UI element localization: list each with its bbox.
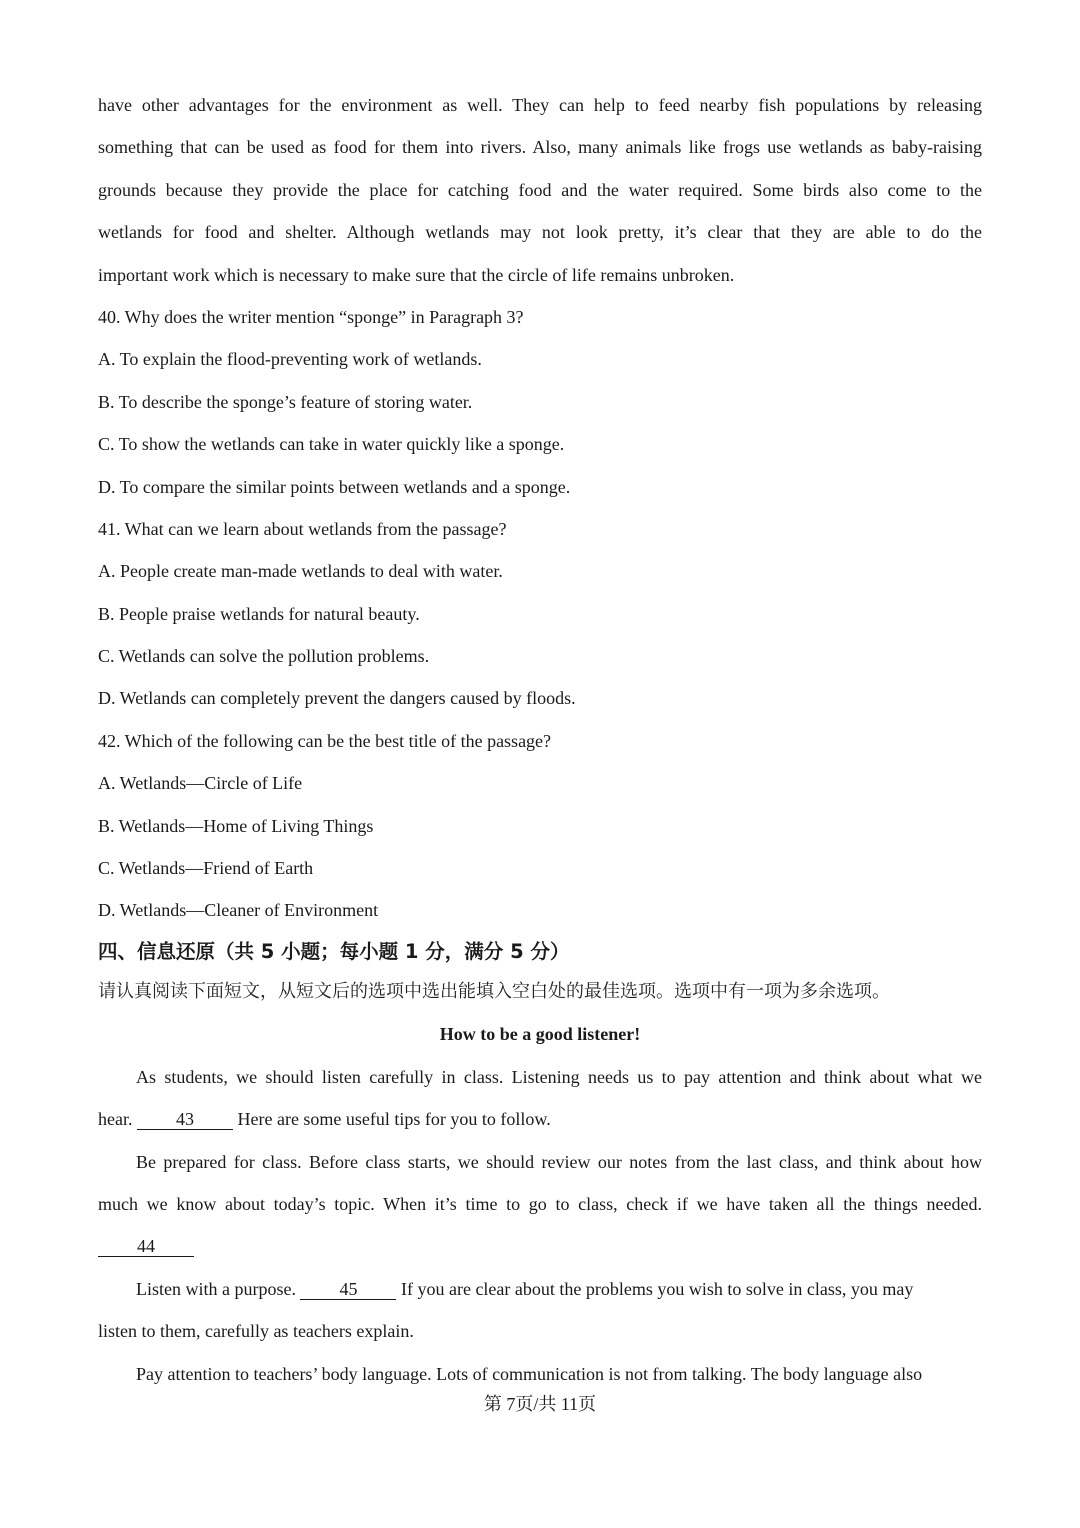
paragraph-2-line: Be prepared for class. Before class starts, we should review our notes from the last class, and think about how bbox=[136, 1151, 982, 1172]
question-41-option-a: A. People create man-made wetlands to deal with water. bbox=[98, 561, 503, 582]
question-42-stem: 42. Which of the following can be the best title of the passage? bbox=[98, 730, 552, 751]
paragraph-1-line: As students, we should listen carefully in class. Listening needs us to pay attention and think about what we bbox=[136, 1066, 982, 1087]
paragraph-text: hear. bbox=[98, 1109, 133, 1130]
question-40-option-a: A. To explain the flood-preventing work of wetlands. bbox=[98, 349, 482, 370]
paragraph-text: Listen with a purpose. bbox=[136, 1278, 296, 1299]
question-42-option-d: D. Wetlands—Cleaner of Environment bbox=[98, 900, 379, 921]
section-4-heading: 四、信息还原（共 5 小题；每小题 1 分，满分 5 分） bbox=[98, 939, 570, 963]
question-41-option-c: C. Wetlands can solve the pollution problems. bbox=[98, 646, 430, 667]
paragraph-4-line: Pay attention to teachers’ body language. Lots of communication is not from talking. The body language also bbox=[136, 1363, 923, 1384]
paragraph-text: Here are some useful tips for you to follow. bbox=[237, 1109, 551, 1130]
paragraph-text: If you are clear about the problems you wish to solve in class, you may bbox=[400, 1278, 914, 1299]
section-4-instruction: 请认真阅读下面短文，从短文后的选项中选出能填入空白处的最佳选项。选项中有一项为多余选项。 bbox=[98, 980, 890, 1002]
exam-page bbox=[98, 84, 982, 1395]
question-40-stem: 40. Why does the writer mention “sponge” in Paragraph 3? bbox=[98, 306, 524, 327]
question-40-option-c: C. To show the wetlands can take in water quickly like a sponge. bbox=[98, 434, 565, 455]
blank-45[interactable]: 45 bbox=[300, 1279, 396, 1300]
passage-line: something that can be used as food for them into rivers. Also, many animals like frogs use wetlands as baby-raising bbox=[98, 137, 982, 158]
page-number: 第 7页/共 11页 bbox=[483, 1394, 597, 1414]
question-42-option-c: C. Wetlands—Friend of Earth bbox=[98, 858, 314, 879]
question-41-option-d: D. Wetlands can completely prevent the dangers caused by floods. bbox=[98, 688, 576, 709]
question-42-option-a: A. Wetlands—Circle of Life bbox=[98, 773, 303, 794]
paragraph-2-line bbox=[98, 1225, 982, 1267]
question-41-stem: 41. What can we learn about wetlands from the passage? bbox=[98, 518, 507, 539]
blank-43[interactable]: 43 bbox=[137, 1109, 233, 1130]
paragraph-2-line: much we know about today’s topic. When it’s time to go to class, check if we have taken all the things needed. bbox=[98, 1193, 982, 1214]
passage-line: grounds because they provide the place for catching food and the water required. Some birds also come to the bbox=[98, 179, 982, 200]
passage-line: wetlands for food and shelter. Although wetlands may not look pretty, it’s clear that they are able to do the bbox=[98, 222, 982, 243]
passage-title: How to be a good listener! bbox=[439, 1023, 641, 1044]
passage-line: have other advantages for the environment as well. They can help to feed nearby fish populations by releasing bbox=[98, 95, 982, 115]
question-41-option-b: B. People praise wetlands for natural beauty. bbox=[98, 603, 420, 624]
question-42-option-b: B. Wetlands—Home of Living Things bbox=[98, 815, 374, 836]
question-40-option-d: D. To compare the similar points between wetlands and a sponge. bbox=[98, 476, 571, 497]
paragraph-3-line bbox=[98, 1268, 982, 1310]
passage-line: important work which is necessary to make sure that the circle of life remains unbroken. bbox=[98, 264, 735, 285]
blank-44[interactable]: 44 bbox=[98, 1236, 194, 1257]
question-40-option-b: B. To describe the sponge’s feature of storing water. bbox=[98, 391, 473, 412]
paragraph-1-line bbox=[98, 1098, 982, 1140]
paragraph-3-line: listen to them, carefully as teachers explain. bbox=[98, 1321, 414, 1342]
